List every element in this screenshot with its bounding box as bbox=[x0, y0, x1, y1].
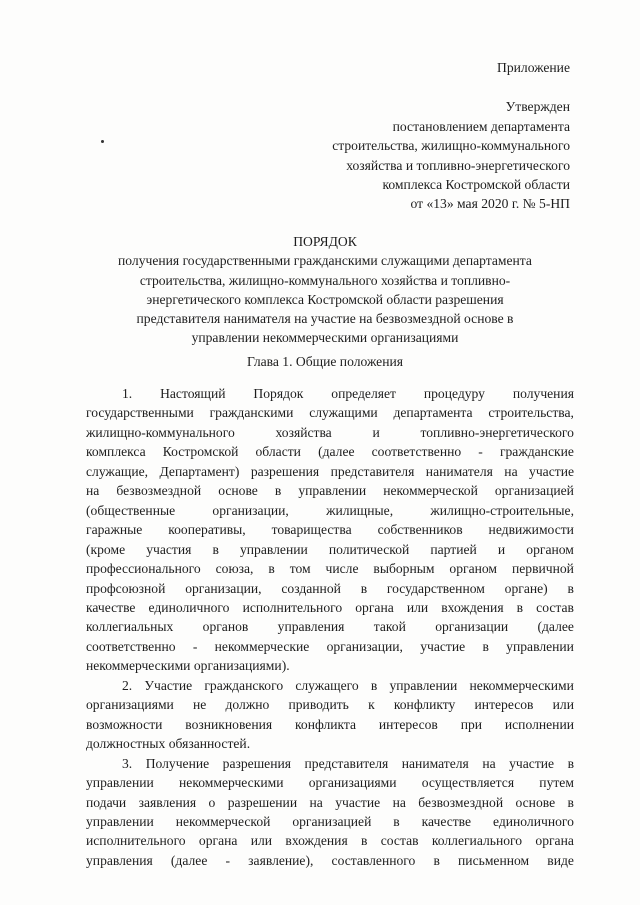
word: жилищно-строительные, bbox=[430, 502, 574, 518]
word: подачи bbox=[86, 794, 127, 810]
word: безвозмездной bbox=[418, 794, 504, 810]
word: в bbox=[567, 794, 574, 810]
word: осуществляется bbox=[421, 775, 515, 791]
word: первичной bbox=[511, 561, 574, 577]
word: некоммерческие bbox=[214, 638, 310, 654]
body-line bbox=[86, 598, 574, 617]
word: 2. bbox=[122, 677, 133, 693]
word: служащего bbox=[295, 677, 359, 693]
word: вхождения bbox=[285, 833, 348, 849]
word: интересов bbox=[474, 697, 534, 713]
word: интересов bbox=[378, 716, 438, 732]
word: организациями bbox=[308, 775, 397, 791]
word: партией bbox=[430, 541, 477, 557]
word: участие bbox=[509, 755, 555, 771]
word: управлении bbox=[389, 677, 458, 693]
word: в bbox=[370, 677, 378, 693]
word: числе bbox=[325, 561, 359, 577]
paragraph-3-first-line bbox=[86, 754, 574, 773]
word: разрешении bbox=[227, 794, 298, 810]
subtitle-line: получения государственными гражданскими служащими департамента bbox=[118, 253, 532, 269]
paragraph-1-first-line bbox=[86, 384, 574, 403]
word: (далее bbox=[170, 852, 208, 868]
word: органа bbox=[355, 599, 394, 615]
word: гаражные bbox=[86, 522, 143, 538]
word: - bbox=[192, 638, 198, 654]
word: в bbox=[268, 561, 275, 577]
word: управления bbox=[86, 852, 153, 868]
word: коллегиальных bbox=[86, 619, 174, 635]
body-line bbox=[86, 403, 574, 422]
word: органа bbox=[198, 833, 238, 849]
body-line bbox=[86, 812, 574, 831]
word: в bbox=[567, 580, 574, 596]
approval-stamp bbox=[332, 58, 570, 214]
word: 1. bbox=[122, 386, 133, 401]
word: хозяйства bbox=[275, 424, 332, 440]
word: такой bbox=[373, 619, 406, 635]
word: области bbox=[255, 444, 301, 460]
word: 3. bbox=[122, 755, 133, 771]
subtitle-line: строительства, жилищно-коммунального хозяйства и топливно- bbox=[139, 272, 511, 288]
body-line bbox=[86, 851, 574, 870]
word: исполнении bbox=[504, 716, 574, 732]
word: служащими bbox=[309, 405, 378, 421]
word: Департамент) bbox=[159, 463, 240, 479]
word: получения bbox=[512, 386, 574, 401]
word: комплекса bbox=[86, 444, 146, 460]
word: качестве bbox=[421, 813, 472, 829]
word: единоличного bbox=[492, 813, 574, 829]
body-text bbox=[86, 384, 574, 870]
word: соответственно bbox=[371, 444, 462, 460]
word: Костромской bbox=[162, 444, 239, 460]
word: органа bbox=[535, 833, 574, 849]
word: собственников bbox=[377, 522, 463, 538]
word: Получение bbox=[145, 755, 210, 771]
word: виде bbox=[547, 852, 574, 868]
word: состав bbox=[536, 599, 574, 615]
word: недвижимости bbox=[488, 522, 574, 538]
word: в bbox=[274, 483, 282, 499]
body-line bbox=[86, 579, 574, 598]
word: в bbox=[361, 833, 368, 849]
word: в bbox=[482, 638, 489, 654]
word: основе bbox=[515, 794, 556, 810]
word: должно bbox=[225, 697, 270, 713]
word: разрешения bbox=[222, 755, 292, 771]
word: организации, bbox=[185, 580, 262, 596]
word: исполнительного bbox=[86, 833, 186, 849]
word: нанимателя bbox=[401, 755, 469, 771]
appendix-label: Приложение bbox=[497, 60, 570, 75]
word: кооперативы, bbox=[168, 522, 246, 538]
word: организации bbox=[435, 619, 509, 635]
word: управлении bbox=[239, 541, 308, 557]
body-line bbox=[86, 540, 574, 559]
paragraph-2-first-line bbox=[86, 676, 574, 695]
scan-speck bbox=[101, 140, 104, 143]
word: в bbox=[360, 580, 368, 596]
word: служащие, bbox=[86, 463, 149, 479]
approval-date-line: от «13» мая 2020 г. № 5-НП bbox=[410, 196, 570, 212]
word: вхождения bbox=[441, 599, 504, 615]
word: процедуру bbox=[423, 386, 485, 401]
body-line bbox=[86, 793, 574, 812]
word: участия bbox=[146, 541, 192, 557]
word: органом bbox=[449, 561, 498, 577]
word: участие bbox=[420, 638, 466, 654]
word: организацией bbox=[292, 813, 372, 829]
word: на bbox=[309, 794, 323, 810]
word: организацией bbox=[494, 483, 574, 499]
word: качестве bbox=[86, 599, 136, 615]
word: гражданские bbox=[499, 444, 574, 460]
word: к bbox=[368, 697, 375, 713]
approval-line: постановлением департамента bbox=[392, 118, 570, 134]
word: (далее bbox=[537, 619, 574, 635]
word: единоличного bbox=[148, 599, 230, 615]
word: некоммерческими bbox=[469, 677, 574, 693]
word: участие bbox=[335, 794, 381, 810]
approval-line: хозяйства и топливно-энергетического bbox=[346, 157, 570, 173]
word: гражданскими bbox=[209, 405, 294, 421]
word: организации, bbox=[326, 638, 403, 654]
word: приводить bbox=[288, 697, 349, 713]
word: товарищества bbox=[271, 522, 352, 538]
word: организациями bbox=[86, 697, 174, 713]
document-title: ПОРЯДОК bbox=[293, 234, 357, 249]
body-line bbox=[86, 559, 574, 578]
word: или bbox=[250, 833, 273, 849]
document-subtitle bbox=[70, 251, 580, 347]
body-line bbox=[86, 773, 574, 792]
word: в bbox=[393, 813, 400, 829]
word: представителя bbox=[304, 755, 389, 771]
word: Настоящий bbox=[160, 386, 226, 401]
approval-line: строительства, жилищно-коммунального bbox=[332, 138, 570, 154]
word: некоммерческой bbox=[175, 813, 271, 829]
word: на bbox=[392, 794, 406, 810]
word: на bbox=[86, 483, 100, 499]
word: в bbox=[567, 755, 574, 771]
document-heading bbox=[70, 232, 580, 348]
word: возникновения bbox=[185, 716, 273, 732]
word: состав bbox=[380, 833, 419, 849]
body-line bbox=[86, 442, 574, 461]
word: профессионального bbox=[86, 561, 201, 577]
word: созданной bbox=[281, 580, 341, 596]
word: органов bbox=[202, 619, 249, 635]
word: и bbox=[372, 424, 380, 440]
word: при bbox=[460, 716, 483, 732]
word: - bbox=[478, 444, 483, 460]
body-line bbox=[86, 617, 574, 636]
word: - bbox=[225, 852, 231, 868]
word: строительства, bbox=[488, 405, 574, 421]
word: жилищно-коммунального bbox=[86, 424, 235, 440]
word: гражданского bbox=[204, 677, 284, 693]
word: государственными bbox=[86, 405, 194, 421]
body-line bbox=[86, 481, 574, 500]
word: органом bbox=[526, 541, 574, 557]
body-line bbox=[86, 501, 574, 520]
word: союза, bbox=[215, 561, 254, 577]
body-line: некоммерческими организациями). bbox=[86, 658, 290, 674]
word: некоммерческой bbox=[383, 483, 478, 499]
word: заявление), bbox=[248, 852, 314, 868]
word: Участие bbox=[144, 677, 193, 693]
word: в bbox=[516, 599, 524, 615]
body-line bbox=[86, 520, 574, 539]
chapter-heading: Глава 1. Общие положения bbox=[246, 354, 403, 369]
word: безвозмездной bbox=[116, 483, 202, 499]
word: выборным bbox=[373, 561, 435, 577]
word: профсоюзной bbox=[86, 580, 166, 596]
subtitle-line: представителя нанимателя на участие на безвозмездной основе в bbox=[136, 311, 514, 327]
word: о bbox=[208, 794, 216, 810]
word: письменном bbox=[458, 852, 530, 868]
word: разрешения bbox=[250, 463, 320, 479]
word: путем bbox=[539, 775, 574, 791]
word: (общественные bbox=[86, 502, 176, 518]
body-line bbox=[86, 423, 574, 442]
word: в bbox=[433, 852, 440, 868]
subtitle-line: энергетического комплекса Костромской области разрешения bbox=[146, 291, 504, 307]
word: исполнительного bbox=[242, 599, 343, 615]
word: управлении bbox=[506, 638, 574, 654]
word: представителя bbox=[330, 463, 415, 479]
word: управлении bbox=[86, 775, 154, 791]
word: возможности bbox=[86, 716, 163, 732]
word: департамента bbox=[393, 405, 473, 421]
word: том bbox=[289, 561, 311, 577]
word: Порядок bbox=[253, 386, 304, 401]
word: или bbox=[406, 599, 429, 615]
word: (кроме bbox=[86, 541, 126, 557]
word: управлении bbox=[298, 483, 367, 499]
body-line: должностных обязанностей. bbox=[86, 736, 251, 752]
word: нанимателя bbox=[425, 463, 493, 479]
word: на bbox=[482, 755, 496, 771]
word: управлении bbox=[86, 813, 154, 829]
word: не bbox=[193, 697, 207, 713]
word: управления bbox=[277, 619, 345, 635]
word: государственном bbox=[386, 580, 485, 596]
word: составленного bbox=[331, 852, 416, 868]
word: конфликта bbox=[294, 716, 357, 732]
word: жилищные, bbox=[326, 502, 394, 518]
word: на bbox=[504, 463, 518, 479]
word: определяет bbox=[331, 386, 396, 401]
word: в bbox=[212, 541, 219, 557]
word: заявления bbox=[138, 794, 197, 810]
approval-line: комплекса Костромской области bbox=[382, 177, 570, 193]
word: политической bbox=[328, 541, 410, 557]
word: участие bbox=[529, 463, 574, 479]
word: конфликту bbox=[393, 697, 456, 713]
body-line bbox=[86, 637, 574, 656]
body-line bbox=[86, 462, 574, 481]
approval-line: Утвержден bbox=[505, 99, 570, 115]
word: некоммерческими bbox=[179, 775, 284, 791]
word: основе bbox=[218, 483, 258, 499]
word: органе) bbox=[504, 580, 548, 596]
word: организации, bbox=[212, 502, 289, 518]
word: соответственно bbox=[86, 638, 176, 654]
word: или bbox=[552, 697, 574, 713]
word: (далее bbox=[318, 444, 355, 460]
word: и bbox=[497, 541, 506, 557]
body-line bbox=[86, 715, 574, 734]
word: коллегиального bbox=[431, 833, 523, 849]
body-line bbox=[86, 695, 574, 714]
subtitle-line: управлении некоммерческими организациями bbox=[191, 330, 459, 346]
word: топливно-энергетического bbox=[420, 424, 574, 440]
body-line bbox=[86, 831, 574, 850]
